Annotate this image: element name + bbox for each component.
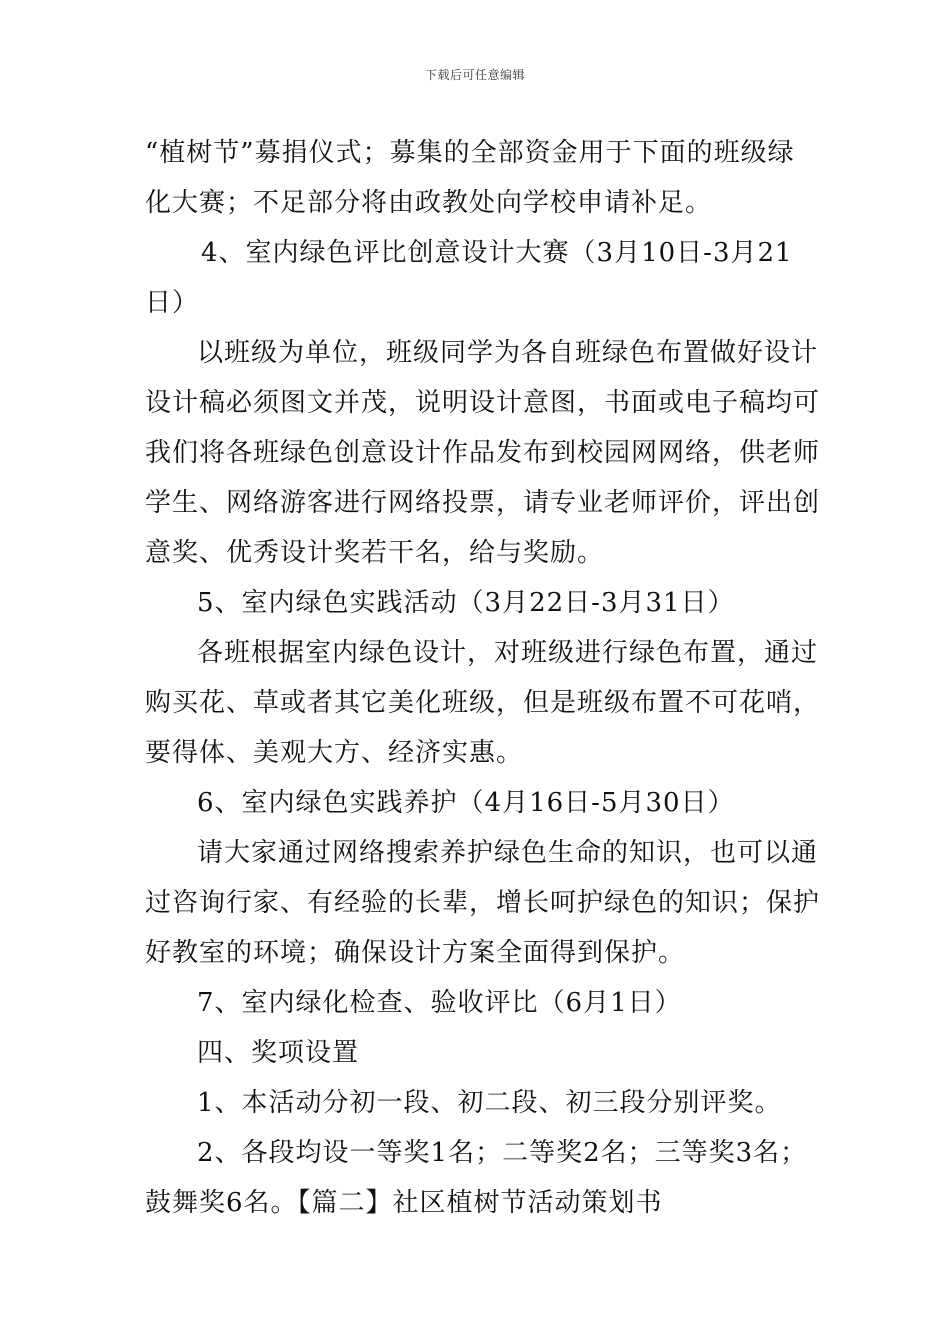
section-heading-6: 6、室内绿色实践养护（4月16日-5月30日）	[197, 788, 735, 818]
section-heading-4: 4、室内绿色评比创意设计大赛（3月10日-3月21	[201, 238, 793, 268]
paragraph-line: 购买花、草或者其它美化班级，但是班级布置不可花哨，	[145, 688, 821, 718]
paragraph-line: 意奖、优秀设计奖若干名，给与奖励。	[145, 538, 605, 568]
paragraph-line: 1、本活动分初一段、初二段、初三段分别评奖。	[197, 1088, 782, 1118]
paragraph-line: 过咨询行家、有经验的长辈，增长呵护绿色的知识；保护	[145, 888, 821, 918]
paragraph-line: 2、各段均设一等奖1名；二等奖2名；三等奖3名；	[197, 1138, 808, 1168]
document-body	[145, 128, 821, 1228]
paragraph-line: 好教室的环境；确保设计方案全面得到保护。	[145, 938, 686, 968]
paragraph-line: 鼓舞奖6名。【篇二】社区植树节活动策划书	[145, 1188, 663, 1218]
page-header: 下载后可任意编辑	[424, 68, 525, 82]
paragraph-line: 设计稿必须图文并茂，说明设计意图，书面或电子稿均可	[145, 388, 821, 418]
paragraph-line: 各班根据室内绿色设计，对班级进行绿色布置，通过	[197, 638, 819, 668]
section-heading-awards: 四、奖项设置	[197, 1038, 360, 1068]
paragraph-line: 以班级为单位，班级同学为各自班绿色布置做好设计	[197, 338, 819, 368]
paragraph-line: 我们将各班绿色创意设计作品发布到校园网网络，供老师	[145, 438, 821, 468]
paragraph-line: 化大赛；不足部分将由政教处向学校申请补足。	[145, 188, 713, 218]
paragraph-line: 请大家通过网络搜索养护绿色生命的知识，也可以通	[197, 838, 819, 868]
paragraph-line: 学生、网络游客进行网络投票，请专业老师评价，评出创	[145, 488, 821, 518]
paragraph-line: 要得体、美观大方、经济实惠。	[145, 738, 524, 768]
paragraph-line: 日）	[145, 288, 200, 318]
section-heading-5: 5、室内绿色实践活动（3月22日-3月31日）	[197, 588, 735, 618]
section-heading-7: 7、室内绿化检查、验收评比（6月1日）	[197, 988, 682, 1018]
paragraph-line: “植树节”募捐仪式；募集的全部资金用于下面的班级绿	[145, 138, 795, 168]
